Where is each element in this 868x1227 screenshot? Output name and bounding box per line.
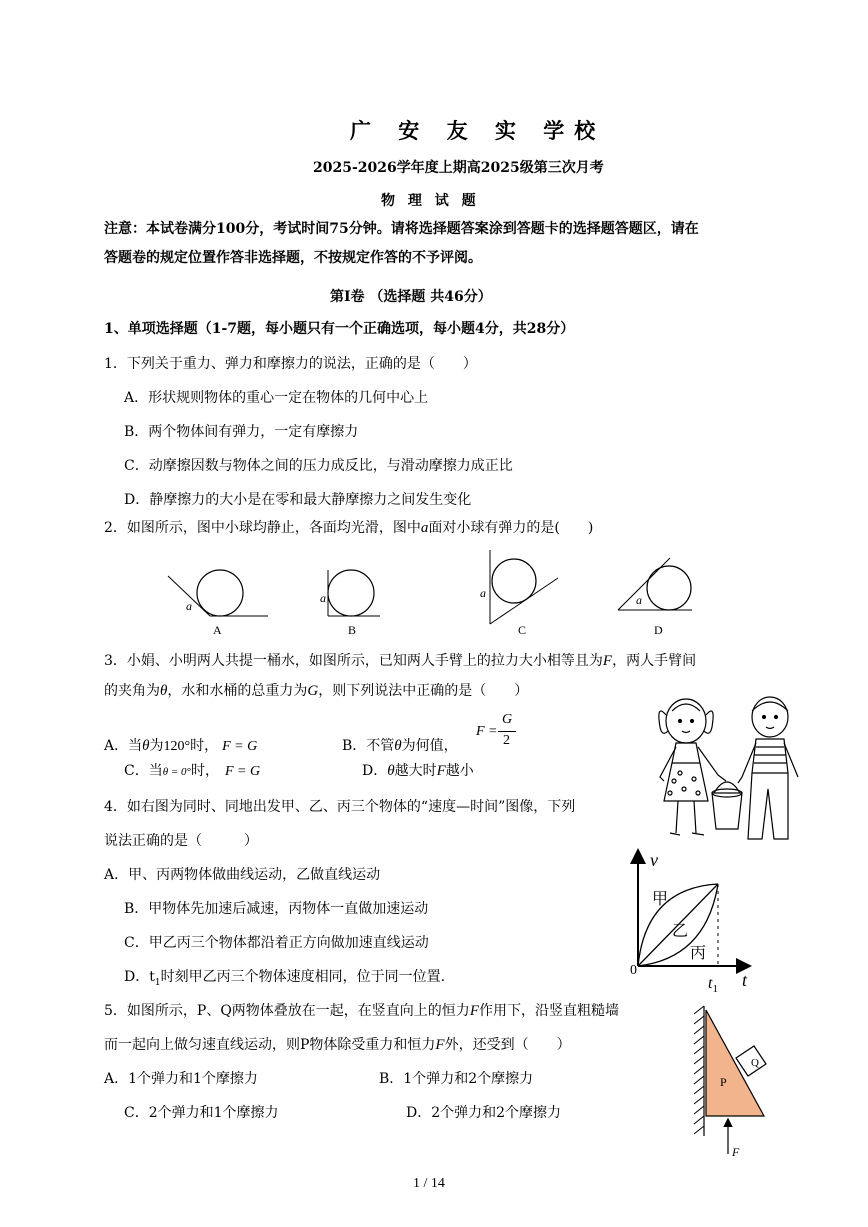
- q3-option-d: D．θ越大时F越小: [362, 763, 474, 779]
- q5-option-b: B．1个弹力和2个摩擦力: [379, 1071, 534, 1087]
- label-q: Q: [751, 1057, 759, 1069]
- q1-option-b: B．两个物体间有弹力，一定有摩擦力: [124, 424, 359, 440]
- q1-option-a: A．形状规则物体的重心一定在物体的几何中心上: [124, 390, 429, 406]
- school-name: 广 安 友 实 学校: [350, 118, 606, 143]
- q3-line-2: 的夹角为θ，水和水桶的总重力为G，则下列说法中正确的是（ ）: [104, 683, 529, 699]
- q2-stem: 2．如图所示，图中小球均静止，各面均光滑，图中a面对小球有弹力的是( ): [104, 520, 594, 536]
- q2-figures: [160, 548, 710, 640]
- t-axis-label: t: [742, 970, 748, 990]
- q2-figure-a: [168, 570, 268, 637]
- q4-option-d: D．$t_1$时刻甲乙丙三个物体速度相同，位于同一位置.: [124, 969, 446, 988]
- label-p: P: [720, 1075, 727, 1089]
- bucket: [712, 793, 742, 829]
- section1-title: 1、单项选择题（1-7题，每小题只有一个正确选项，每小题4分，共28分）: [104, 321, 575, 337]
- origin-label: 0: [630, 963, 637, 978]
- q4-line-2: 说法正确的是（ ）: [104, 833, 258, 849]
- q3-option-c: C．当θ = 0°时， F = G: [124, 763, 261, 779]
- q5-line-1: 5．如图所示，P、Q两物体叠放在一起，在竖直向上的恒力F作用下，沿竖直粗糙墙: [104, 1003, 619, 1019]
- q4-option-c: C．甲乙丙三个物体都沿着正方向做加速直线运动: [124, 935, 429, 951]
- q5-wall-figure: [684, 1000, 784, 1165]
- q2-face-label-d: a: [636, 593, 642, 607]
- q2-figure-d: [618, 558, 692, 637]
- q3-children-illustration: [642, 693, 812, 848]
- q3-line-1: 3．小娟、小明两人共提一桶水，如图所示，已知两人手臂上的拉力大小相等且为F，两人手臂间: [104, 653, 697, 669]
- v-axis-label: v: [650, 850, 658, 870]
- q4-line-1: 4．如右图为同时、同地出发甲、乙、丙三个物体的“速度—时间”图像，下列: [104, 799, 576, 815]
- q2-face-label-c: a: [480, 586, 486, 600]
- label-yi: 乙: [672, 923, 689, 940]
- q5-option-d: D．2个弹力和2个摩擦力: [406, 1105, 562, 1121]
- q2-ball-b: [328, 570, 374, 616]
- q2-ball-a: [197, 570, 243, 616]
- q2-face-label-b: a: [320, 591, 326, 605]
- q2-label-c: C: [518, 623, 527, 637]
- q2-figure-b: [320, 570, 380, 637]
- q2-label-b: B: [348, 623, 357, 637]
- q4-option-a: A．甲、丙两物体做曲线运动，乙做直线运动: [104, 867, 381, 883]
- q3-option-a: A．当θ为120°时， F = G: [104, 738, 258, 754]
- q5-option-c: C．2个弹力和1个摩擦力: [124, 1105, 279, 1121]
- q2-figure-c: [480, 550, 558, 637]
- page-number: 1 / 14: [413, 1176, 445, 1191]
- q5-line-2: 而一起向上做匀速直线运动，则P物体除受重力和恒力F外，还受到（ ）: [104, 1037, 571, 1053]
- label-bing: 丙: [690, 945, 707, 962]
- notice-line-1: 注意：本试卷满分100分，考试时间75分钟。请将选择题答案涂到答题卡的选择题答题区，请在: [104, 221, 699, 237]
- label-jia: 甲: [652, 891, 669, 908]
- q2-face-label-a: a: [186, 599, 192, 613]
- exam-title: 2025-2026学年度上期高2025级第三次月考: [313, 160, 604, 176]
- girl-head: [666, 699, 706, 743]
- part1-title: 第Ⅰ卷 （选择题 共46分）: [330, 289, 492, 305]
- q1-option-d: D．静摩擦力的大小是在零和最大静摩擦力之间发生变化: [124, 492, 472, 508]
- label-f: F: [732, 1145, 740, 1159]
- q2-label-d: D: [654, 623, 663, 637]
- q2-ball-d: [647, 566, 691, 610]
- notice-line-2: 答题卷的规定位置作答非选择题，不按规定作答的不予评阅。: [104, 250, 482, 266]
- q3-option-b: B．不管θ为何值，: [342, 738, 458, 754]
- q2-ball-c: [492, 559, 536, 603]
- q1-option-c: C．动摩擦因数与物体之间的压力成反比，与滑动摩擦力成正比: [124, 458, 513, 474]
- boy-head: [752, 697, 788, 737]
- q4-option-b: B．甲物体先加速后减速，丙物体一直做加速运动: [124, 901, 429, 917]
- q2-label-a: A: [213, 623, 222, 637]
- q4-vt-graph: [606, 842, 766, 994]
- t1-label: $t_1$: [708, 975, 718, 994]
- q5-option-a: A．1个弹力和1个摩擦力: [104, 1071, 258, 1087]
- subject-title: 物 理 试 题: [381, 193, 480, 209]
- q1-stem: 1．下列关于重力、弹力和摩擦力的说法，正确的是（ ）: [104, 356, 477, 372]
